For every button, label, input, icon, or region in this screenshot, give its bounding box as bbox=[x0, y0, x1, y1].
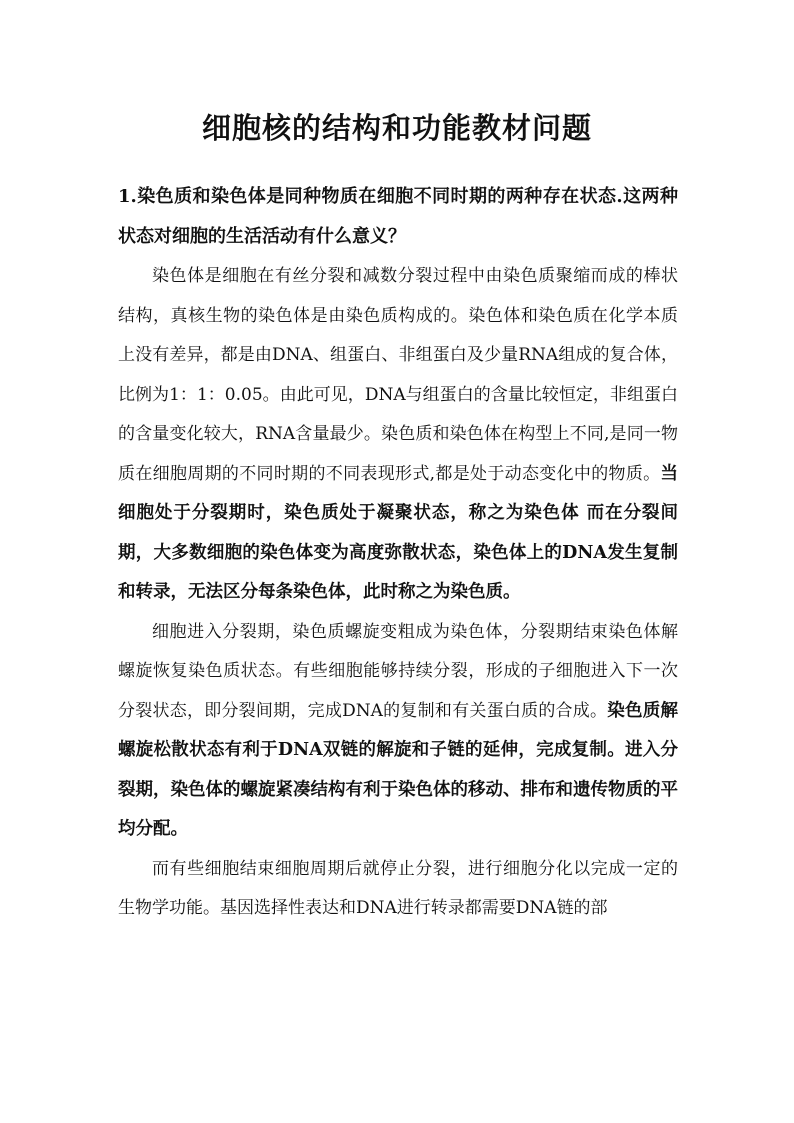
paragraph-3-normal-text: 而有些细胞结束细胞周期后就停止分裂，进行细胞分化以完成一定的生物学功能。基因选择性表达和DNA进行转录都需要DNA链的部 bbox=[118, 858, 678, 918]
paragraph-2-bold-text: 染色质解螺旋松散状态有利于DNA双链的解旋和子链的延伸，完成复制。进入分裂期，染色体的螺旋紧凑结构有利于染色体的移动、排布和遗传物质的平均分配。 bbox=[118, 700, 679, 839]
paragraph-2-normal-text: 细胞进入分裂期，染色质螺旋变粗成为染色体，分裂期结束染色体解螺旋恢复染色质状态。有些细胞能够持续分裂，形成的子细胞进入下一次分裂状态，即分裂间期，完成DNA的复制和有关蛋白质的合成。 bbox=[118, 621, 678, 721]
document-body bbox=[118, 177, 678, 929]
paragraph-1-bold-text: 当细胞处于分裂期时，染色质处于凝聚状态，称之为染色体 而在分裂间期，大多数细胞的染色体变为高度弥散状态，染色体上的DNA发生复制和转录，无法区分每条染色体，此时称之为染色质。 bbox=[118, 463, 678, 602]
document-title: 细胞核的结构和功能教材问题 bbox=[201, 111, 592, 145]
paragraph-1-normal-text: 染色体是细胞在有丝分裂和减数分裂过程中由染色质聚缩而成的棒状结构，真核生物的染色体是由染色质构成的。染色体和染色质在化学本质上没有差异，都是由DNA、组蛋白、非组蛋白及少量RNA组成的复合体，比例为1：1：0.05。由此可见，DNA与组蛋白的含量比较恒定，非组蛋白的含量变化较大，RNA含量最少。染色质和染色体在构型上不同,是同一物质在细胞周期的不同时期的不同表现形式,都是处于动态变化中的物质。 bbox=[118, 266, 678, 484]
answer-paragraph-1 bbox=[118, 257, 678, 613]
question-text: 1.染色质和染色体是同种物质在细胞不同时期的两种存在状态.这两种状态对细胞的生活活动有什么意义？ bbox=[118, 186, 678, 247]
answer-paragraph-3 bbox=[118, 850, 678, 929]
answer-paragraph-2 bbox=[118, 613, 678, 850]
